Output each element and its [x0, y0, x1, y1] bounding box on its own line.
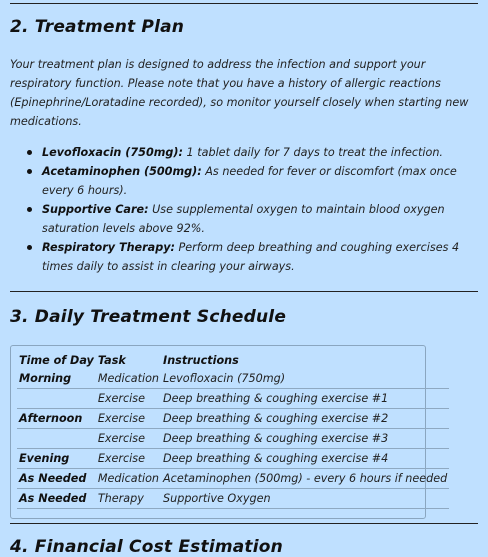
item-label: Supportive Care: — [42, 203, 149, 216]
cell-task: Exercise — [96, 389, 161, 409]
cell-instructions: Levofloxacin (750mg) — [161, 369, 449, 389]
item-label: Acetaminophen (500mg): — [42, 165, 202, 178]
column-header-task: Task — [97, 353, 126, 367]
schedule-table — [17, 351, 449, 509]
item-text: As needed for fever or discomfort (max once every 6 hours). — [42, 165, 457, 197]
list-item — [42, 162, 480, 200]
cell-time: Morning — [17, 369, 96, 389]
cell-time — [17, 389, 96, 409]
table-row — [17, 369, 449, 389]
cell-time: As Needed — [17, 469, 96, 489]
schedule-table-container — [10, 345, 448, 519]
table-row — [17, 489, 449, 509]
cell-instructions: Deep breathing & coughing exercise #4 — [161, 449, 449, 469]
financial-heading: 4. Financial Cost Estimation — [10, 537, 283, 557]
cell-instructions: Deep breathing & coughing exercise #3 — [161, 429, 449, 449]
table-row — [17, 389, 449, 409]
section-divider — [10, 523, 478, 524]
cell-task: Therapy — [96, 489, 161, 509]
column-header-time: Time of Day — [19, 353, 94, 367]
cell-instructions: Supportive Oxygen — [161, 489, 449, 509]
table-row — [17, 429, 449, 449]
cell-time: As Needed — [17, 489, 96, 509]
cell-instructions: Deep breathing & coughing exercise #1 — [161, 389, 449, 409]
section-divider — [10, 3, 478, 4]
cell-instructions: Acetaminophen (500mg) - every 6 hours if needed — [161, 469, 449, 489]
cell-time — [17, 429, 96, 449]
list-item — [42, 238, 480, 276]
section-divider — [10, 291, 478, 292]
item-label: Levofloxacin (750mg): — [42, 146, 183, 159]
schedule-heading: 3. Daily Treatment Schedule — [10, 307, 287, 327]
cell-time: Evening — [17, 449, 96, 469]
item-text: Use supplemental oxygen to maintain blood oxygen saturation levels above 92%. — [42, 203, 445, 235]
table-row — [17, 409, 449, 429]
cell-task: Exercise — [96, 409, 161, 429]
treatment-plan-intro: Your treatment plan is designed to address the infection and support your respiratory function. Please note that you have a history of allergic reactions (Epinephrine/Loratadine recorded), so monitor yourself closely when starting new medications. — [10, 58, 469, 128]
cell-task: Medication — [96, 469, 161, 489]
cell-time: Afternoon — [17, 409, 96, 429]
treatment-plan-list — [0, 143, 480, 276]
table-row — [17, 449, 449, 469]
list-item — [42, 143, 480, 162]
treatment-plan-heading: 2. Treatment Plan — [10, 17, 185, 37]
cell-task: Medication — [96, 369, 161, 389]
column-header-instructions: Instructions — [163, 353, 239, 367]
cell-instructions: Deep breathing & coughing exercise #2 — [161, 409, 449, 429]
cell-task: Exercise — [96, 429, 161, 449]
item-label: Respiratory Therapy: — [42, 241, 175, 254]
cell-task: Exercise — [96, 449, 161, 469]
item-text: Perform deep breathing and coughing exercises 4 times daily to assist in clearing your airways. — [42, 241, 460, 273]
table-row — [17, 469, 449, 489]
item-text: 1 tablet daily for 7 days to treat the infection. — [183, 146, 443, 159]
list-item — [42, 200, 480, 238]
